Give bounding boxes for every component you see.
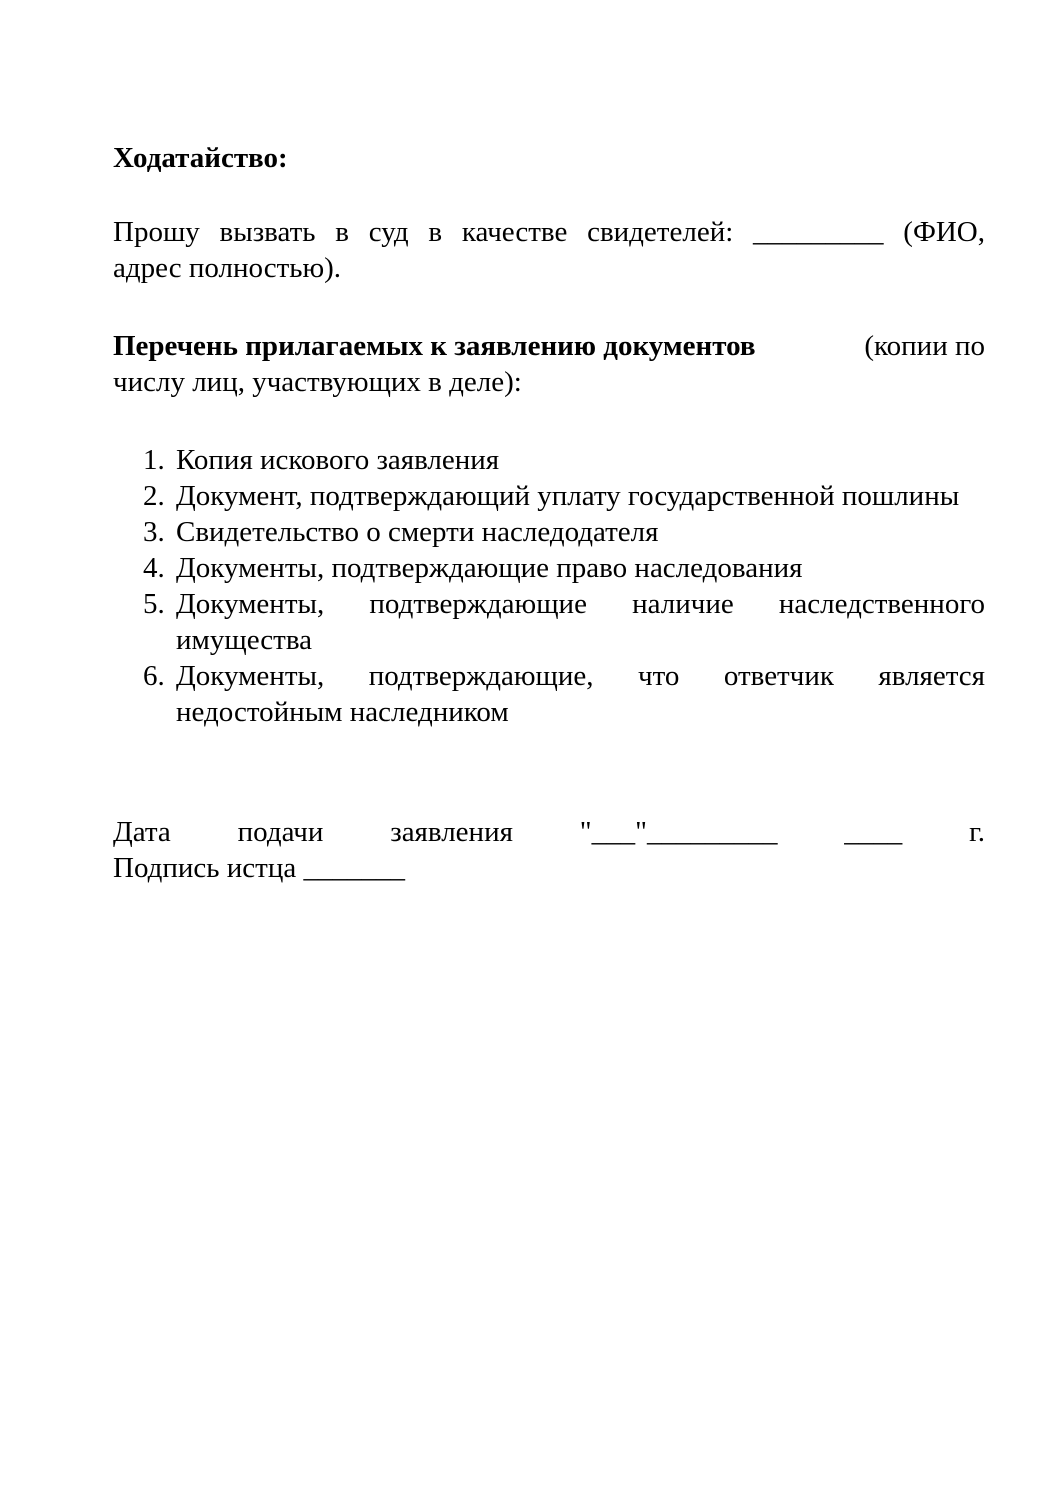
attachments-heading-line-1	[113, 328, 985, 364]
date-word-3: заявления	[390, 816, 513, 848]
attachments-heading-line-2: числу лиц, участвующих в деле):	[113, 366, 522, 398]
attachments-list	[113, 442, 985, 730]
list-item	[113, 478, 985, 514]
date-word-2: подачи	[237, 816, 324, 848]
spacer	[113, 286, 985, 328]
list-item	[113, 658, 985, 730]
spacer	[113, 400, 985, 442]
list-item	[113, 586, 985, 658]
list-item-text: Документы, подтверждающие право наследования	[176, 552, 803, 584]
attachments-heading	[113, 328, 985, 400]
plaintiff-signature-line: Подпись истца _______	[113, 852, 405, 884]
document-content	[113, 140, 985, 886]
witness-request	[113, 214, 985, 286]
attachments-heading-bold: Перечень прилагаемых к заявлению документов	[113, 330, 756, 362]
list-item-number: 3.	[143, 516, 165, 548]
submission-date-line	[113, 814, 985, 850]
list-item-number: 5.	[143, 588, 165, 620]
list-item-number: 1.	[143, 444, 165, 476]
witness-request-line-2: адрес полностью).	[113, 252, 342, 284]
list-item-text: Копия искового заявления	[176, 444, 500, 476]
list-item-text: Документы, подтверждающие, что ответчик является недостойным наследником	[176, 660, 985, 728]
list-item	[113, 550, 985, 586]
list-item-text: Документы, подтверждающие наличие наследственного имущества	[176, 588, 985, 656]
attachments-heading-rest-1: (копии по	[864, 330, 985, 362]
list-item-number: 2.	[143, 480, 165, 512]
date-word-1: Дата	[113, 816, 171, 848]
list-item-number: 6.	[143, 660, 165, 692]
list-item	[113, 514, 985, 550]
date-year-suffix: г.	[969, 816, 985, 848]
list-item-text: Документ, подтверждающий уплату государственной пошлины	[176, 480, 960, 512]
spacer	[113, 176, 985, 214]
list-item-number: 4.	[143, 552, 165, 584]
witness-request-line-1: Прошу вызвать в суд в качестве свидетелей: _________ (ФИО,	[113, 216, 985, 248]
petition-heading: Ходатайство:	[113, 142, 288, 174]
list-item-text: Свидетельство о смерти наследодателя	[176, 516, 659, 548]
list-item	[113, 442, 985, 478]
date-blank-day-month: "___"_________	[579, 816, 778, 848]
date-blank-year: ____	[844, 816, 903, 848]
spacer	[113, 730, 985, 814]
